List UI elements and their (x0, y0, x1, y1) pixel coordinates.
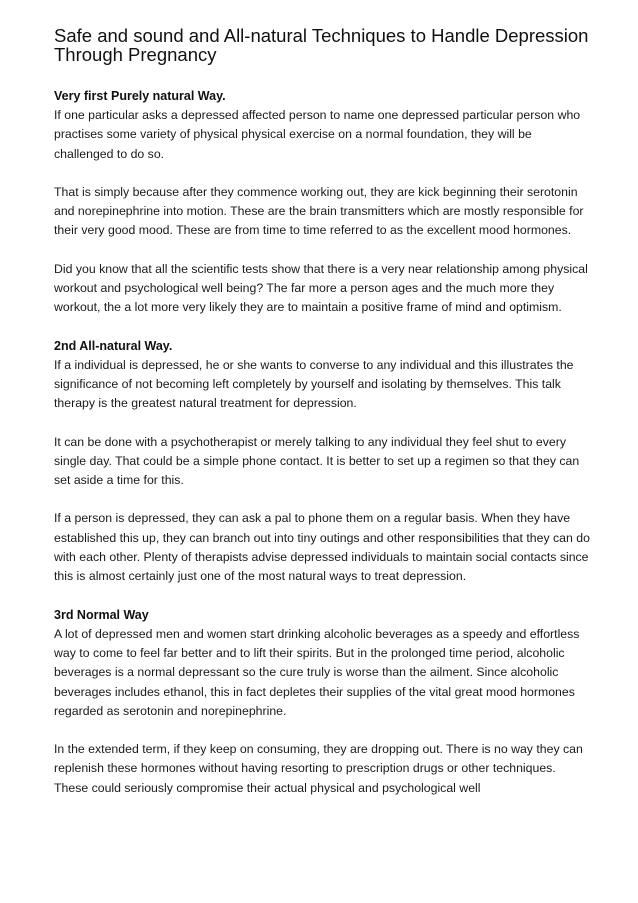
paragraph: A lot of depressed men and women start drinking alcoholic beverages as a speedy and effortless way to come to feel far better and to lift their spirits. But in the prolonged time period, alcoholic beverages is a normal depressant so the cure truly is worse than the ailment. Since alcoholic beverages includes ethanol, this in fact depletes their supplies of the vital great mood hormones regarded as serotonin and norepinephrine. (54, 626, 580, 718)
document-title: Safe and sound and All-natural Techniques to Handle Depression Through Pregnancy (54, 25, 589, 65)
section-heading: Very first Purely natural Way. (54, 89, 226, 103)
paragraph: Did you know that all the scientific tests show that there is a very near relationship among physical workout and psychological well being? The far more a person ages and the much more they workout, the a lot more very likely they are to maintain a positive frame of mind and optimism. (54, 261, 588, 315)
paragraph: It can be done with a psychotherapist or merely talking to any individual they feel shut to every single day. That could be a simple phone contact. It is better to set up a regimen so that they can set aside a time for this. (54, 434, 580, 488)
section-third-natural-way (54, 606, 590, 798)
document-page (54, 26, 590, 798)
paragraph: That is simply because after they commence working out, they are kick beginning their serotonin and norepinephrine into motion. These are the brain transmitters which are mostly responsible for their very good mood. These are from time to time referred to as the excellent mood hormones. (54, 184, 584, 238)
paragraph: If a individual is depressed, he or she wants to converse to any individual and this illustrates the significance of not becoming left completely by yourself and isolating by themselves. This talk therapy is the greatest natural treatment for depression. (54, 357, 574, 411)
section-heading: 2nd All-natural Way. (54, 338, 173, 353)
paragraph: If a person is depressed, they can ask a pal to phone them on a regular basis. When they have established this up, they can branch out into tiny outings and other responsibilities that they can do with each other. Plenty of therapists advise depressed individuals to maintain social contacts since this is almost certainly just one of the most natural ways to treat depression. (54, 511, 590, 584)
paragraph: If one particular asks a depressed affected person to name one depressed particular person who practises some variety of physical physical exercise on a normal foundation, they will be challenged to do so. (54, 108, 581, 161)
paragraph: In the extended term, if they keep on consuming, they are dropping out. There is no way they can replenish these hormones without having resorting to prescription drugs or other techniques. These could seriously compromise their actual physical and psychological well (54, 742, 583, 795)
section-second-natural-way (54, 337, 590, 587)
section-first-natural-way (54, 87, 590, 318)
section-heading: 3rd Normal Way (54, 607, 149, 622)
